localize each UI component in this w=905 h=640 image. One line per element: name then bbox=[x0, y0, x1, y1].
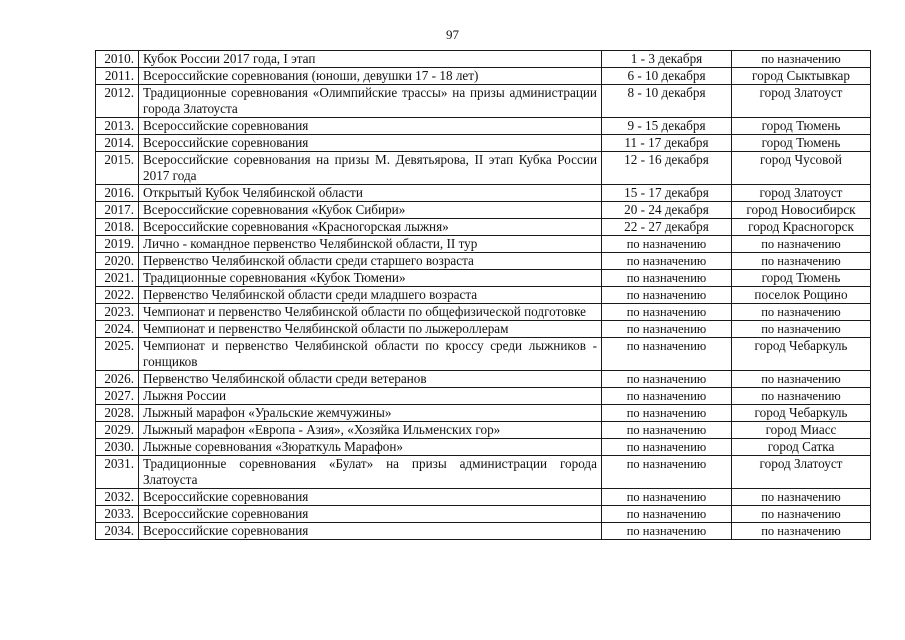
event-name: Чемпионат и первенство Челябинской области по кроссу среди лыжников - гонщиков bbox=[139, 338, 602, 371]
event-date: по назначению bbox=[602, 456, 732, 489]
event-name: Первенство Челябинской области среди старшего возраста bbox=[139, 253, 602, 270]
event-date: по назначению bbox=[602, 253, 732, 270]
event-date: 22 - 27 декабря bbox=[602, 219, 732, 236]
table-row bbox=[96, 51, 871, 68]
event-date: 11 - 17 декабря bbox=[602, 135, 732, 152]
event-place: город Чусовой bbox=[732, 152, 871, 185]
event-place: по назначению bbox=[732, 523, 871, 540]
event-date: по назначению bbox=[602, 270, 732, 287]
event-place: по назначению bbox=[732, 489, 871, 506]
row-number: 2033. bbox=[96, 506, 139, 523]
row-number: 2024. bbox=[96, 321, 139, 338]
event-place: город Златоуст bbox=[732, 185, 871, 202]
event-place: по назначению bbox=[732, 304, 871, 321]
event-date: по назначению bbox=[602, 405, 732, 422]
table-row bbox=[96, 219, 871, 236]
event-date: по назначению bbox=[602, 422, 732, 439]
event-date: по назначению bbox=[602, 439, 732, 456]
row-number: 2015. bbox=[96, 152, 139, 185]
event-name: Всероссийские соревнования bbox=[139, 506, 602, 523]
event-date: 8 - 10 декабря bbox=[602, 85, 732, 118]
row-number: 2028. bbox=[96, 405, 139, 422]
row-number: 2025. bbox=[96, 338, 139, 371]
event-name: Традиционные соревнования «Булат» на призы администрации города Златоуста bbox=[139, 456, 602, 489]
table-row bbox=[96, 236, 871, 253]
event-place: по назначению bbox=[732, 321, 871, 338]
event-place: город Златоуст bbox=[732, 85, 871, 118]
table-row bbox=[96, 321, 871, 338]
table-row bbox=[96, 523, 871, 540]
table-row bbox=[96, 506, 871, 523]
event-name: Лыжный марафон «Европа - Азия», «Хозяйка Ильменских гор» bbox=[139, 422, 602, 439]
table-row bbox=[96, 388, 871, 405]
event-name: Лыжные соревнования «Зюраткуль Марафон» bbox=[139, 439, 602, 456]
event-name: Традиционные соревнования «Олимпийские трассы» на призы администрации города Златоуста bbox=[139, 85, 602, 118]
event-name: Всероссийские соревнования «Красногорская лыжня» bbox=[139, 219, 602, 236]
event-date: 1 - 3 декабря bbox=[602, 51, 732, 68]
event-name: Всероссийские соревнования bbox=[139, 135, 602, 152]
table-row bbox=[96, 405, 871, 422]
event-place: город Чебаркуль bbox=[732, 405, 871, 422]
table-row bbox=[96, 118, 871, 135]
row-number: 2018. bbox=[96, 219, 139, 236]
row-number: 2011. bbox=[96, 68, 139, 85]
row-number: 2013. bbox=[96, 118, 139, 135]
event-date: по назначению bbox=[602, 304, 732, 321]
event-date: по назначению bbox=[602, 287, 732, 304]
table-row bbox=[96, 253, 871, 270]
table-row bbox=[96, 338, 871, 371]
table-row bbox=[96, 68, 871, 85]
table-row bbox=[96, 135, 871, 152]
row-number: 2023. bbox=[96, 304, 139, 321]
event-place: город Тюмень bbox=[732, 118, 871, 135]
event-name: Чемпионат и первенство Челябинской области по лыжероллерам bbox=[139, 321, 602, 338]
event-place: город Златоуст bbox=[732, 456, 871, 489]
row-number: 2029. bbox=[96, 422, 139, 439]
event-date: по назначению bbox=[602, 489, 732, 506]
event-name: Первенство Челябинской области среди младшего возраста bbox=[139, 287, 602, 304]
row-number: 2032. bbox=[96, 489, 139, 506]
table-row bbox=[96, 456, 871, 489]
event-place: по назначению bbox=[732, 371, 871, 388]
event-name: Лыжня России bbox=[139, 388, 602, 405]
event-date: по назначению bbox=[602, 236, 732, 253]
event-name: Кубок России 2017 года, I этап bbox=[139, 51, 602, 68]
event-date: по назначению bbox=[602, 523, 732, 540]
table-row bbox=[96, 85, 871, 118]
row-number: 2014. bbox=[96, 135, 139, 152]
event-place: по назначению bbox=[732, 236, 871, 253]
row-number: 2026. bbox=[96, 371, 139, 388]
event-name: Чемпионат и первенство Челябинской области по общефизической подготовке bbox=[139, 304, 602, 321]
event-name: Первенство Челябинской области среди ветеранов bbox=[139, 371, 602, 388]
event-place: поселок Рощино bbox=[732, 287, 871, 304]
row-number: 2021. bbox=[96, 270, 139, 287]
row-number: 2019. bbox=[96, 236, 139, 253]
row-number: 2031. bbox=[96, 456, 139, 489]
table-row bbox=[96, 202, 871, 219]
event-place: город Тюмень bbox=[732, 135, 871, 152]
row-number: 2030. bbox=[96, 439, 139, 456]
event-place: по назначению bbox=[732, 388, 871, 405]
event-date: по назначению bbox=[602, 371, 732, 388]
events-table-body bbox=[96, 51, 871, 540]
event-date: по назначению bbox=[602, 338, 732, 371]
event-place: город Сыктывкар bbox=[732, 68, 871, 85]
row-number: 2016. bbox=[96, 185, 139, 202]
table-row bbox=[96, 489, 871, 506]
event-name: Всероссийские соревнования (юноши, девушки 17 - 18 лет) bbox=[139, 68, 602, 85]
event-name: Всероссийские соревнования bbox=[139, 489, 602, 506]
event-date: по назначению bbox=[602, 506, 732, 523]
table-row bbox=[96, 371, 871, 388]
event-name: Всероссийские соревнования на призы М. Девятьярова, II этап Кубка России 2017 года bbox=[139, 152, 602, 185]
row-number: 2027. bbox=[96, 388, 139, 405]
event-name: Лыжный марафон «Уральские жемчужины» bbox=[139, 405, 602, 422]
table-row bbox=[96, 152, 871, 185]
row-number: 2020. bbox=[96, 253, 139, 270]
event-name: Открытый Кубок Челябинской области bbox=[139, 185, 602, 202]
event-place: город Сатка bbox=[732, 439, 871, 456]
page-number: 97 bbox=[446, 27, 459, 42]
table-row bbox=[96, 422, 871, 439]
events-table bbox=[95, 50, 871, 540]
event-name: Лично - командное первенство Челябинской области, II тур bbox=[139, 236, 602, 253]
row-number: 2022. bbox=[96, 287, 139, 304]
table-row bbox=[96, 439, 871, 456]
row-number: 2012. bbox=[96, 85, 139, 118]
event-place: по назначению bbox=[732, 506, 871, 523]
event-name: Всероссийские соревнования bbox=[139, 118, 602, 135]
event-place: по назначению bbox=[732, 51, 871, 68]
event-name: Всероссийские соревнования bbox=[139, 523, 602, 540]
event-date: 6 - 10 декабря bbox=[602, 68, 732, 85]
event-name: Всероссийские соревнования «Кубок Сибири» bbox=[139, 202, 602, 219]
event-place: по назначению bbox=[732, 253, 871, 270]
table-row bbox=[96, 304, 871, 321]
table-row bbox=[96, 185, 871, 202]
event-place: город Миасс bbox=[732, 422, 871, 439]
table-row bbox=[96, 287, 871, 304]
event-date: по назначению bbox=[602, 321, 732, 338]
event-date: 12 - 16 декабря bbox=[602, 152, 732, 185]
event-date: 15 - 17 декабря bbox=[602, 185, 732, 202]
event-date: 9 - 15 декабря bbox=[602, 118, 732, 135]
event-place: город Новосибирск bbox=[732, 202, 871, 219]
row-number: 2017. bbox=[96, 202, 139, 219]
table-row bbox=[96, 270, 871, 287]
row-number: 2010. bbox=[96, 51, 139, 68]
event-date: 20 - 24 декабря bbox=[602, 202, 732, 219]
event-place: город Тюмень bbox=[732, 270, 871, 287]
event-date: по назначению bbox=[602, 388, 732, 405]
row-number: 2034. bbox=[96, 523, 139, 540]
event-name: Традиционные соревнования «Кубок Тюмени» bbox=[139, 270, 602, 287]
event-place: город Чебаркуль bbox=[732, 338, 871, 371]
event-place: город Красногорск bbox=[732, 219, 871, 236]
